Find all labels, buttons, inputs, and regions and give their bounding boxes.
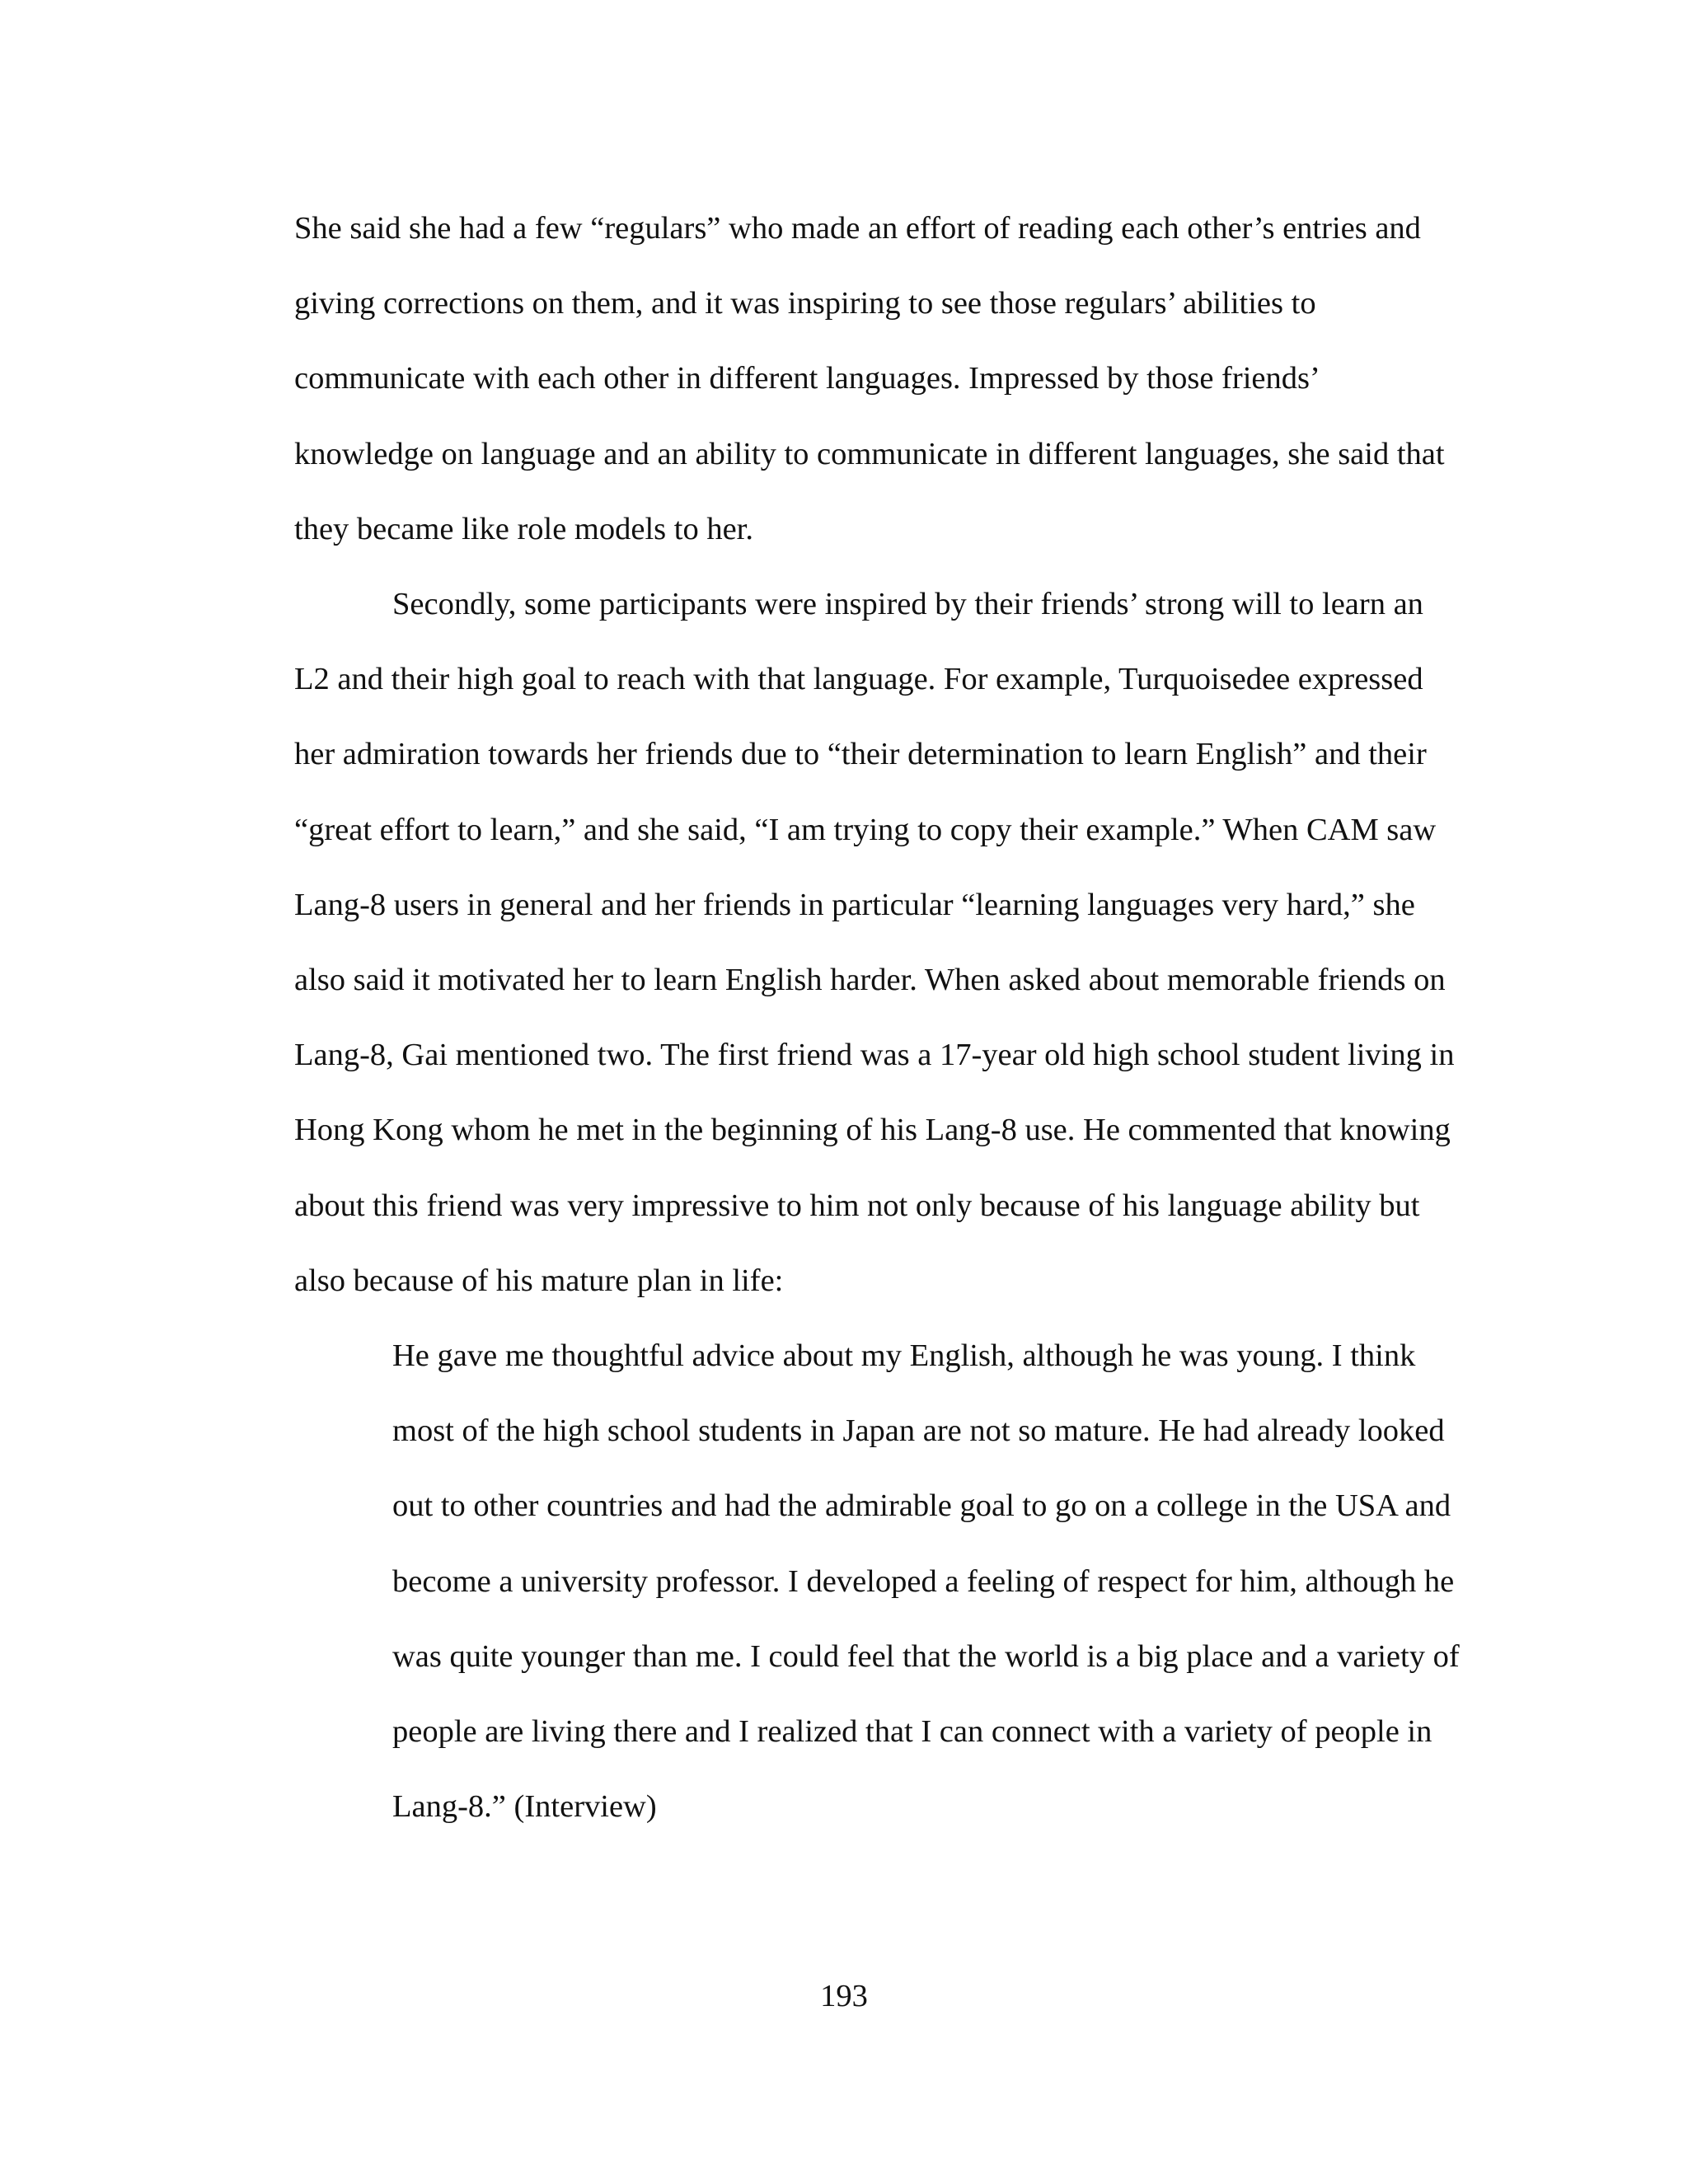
page-number: 193: [820, 1979, 868, 2013]
paragraph-continuation: She said she had a few “regulars” who made an effort of reading each other’s entries and giving corrections on them, and it was inspiring to see those regulars’ abilities to communicate with each other in different languages. Impressed by those friends’ knowledge on language and an ability to communicate in different languages, she said that they became like role models to her.: [294, 211, 1445, 546]
paragraph-second: Secondly, some participants were inspired by their friends’ strong will to learn an L2 and their high goal to reach with that language. For example, Turquoisedee expressed her admiration towards her friends due to “their determination to learn English” and their “great effort to learn,” and she said, “I am trying to copy their example.” When CAM saw Lang-8 users in general and her friends in particular “learning languages very hard,” she also said it motivated her to learn English harder. When asked about memorable friends on Lang-8, Gai mentioned two. The first friend was a 17-year old high school student living in Hong Kong whom he met in the beginning of his Lang-8 use. He commented that knowing about this friend was very impressive to him not only because of his language ability but also because of his mature plan in life:: [294, 587, 1455, 1298]
block-quote: He gave me thoughtful advice about my English, although he was young. I think most of the high school students in Japan are not so mature. He had already looked out to other countries and had the admirable goal to go on a college in the USA and become a university professor. I developed a feeling of respect for him, although he was quite younger than me. I could feel that the world is a big place and a variety of people are living there and I realized that I can connect with a variety of people in Lang-8.” (Interview): [392, 1338, 1460, 1825]
page-body: [294, 191, 1463, 1844]
